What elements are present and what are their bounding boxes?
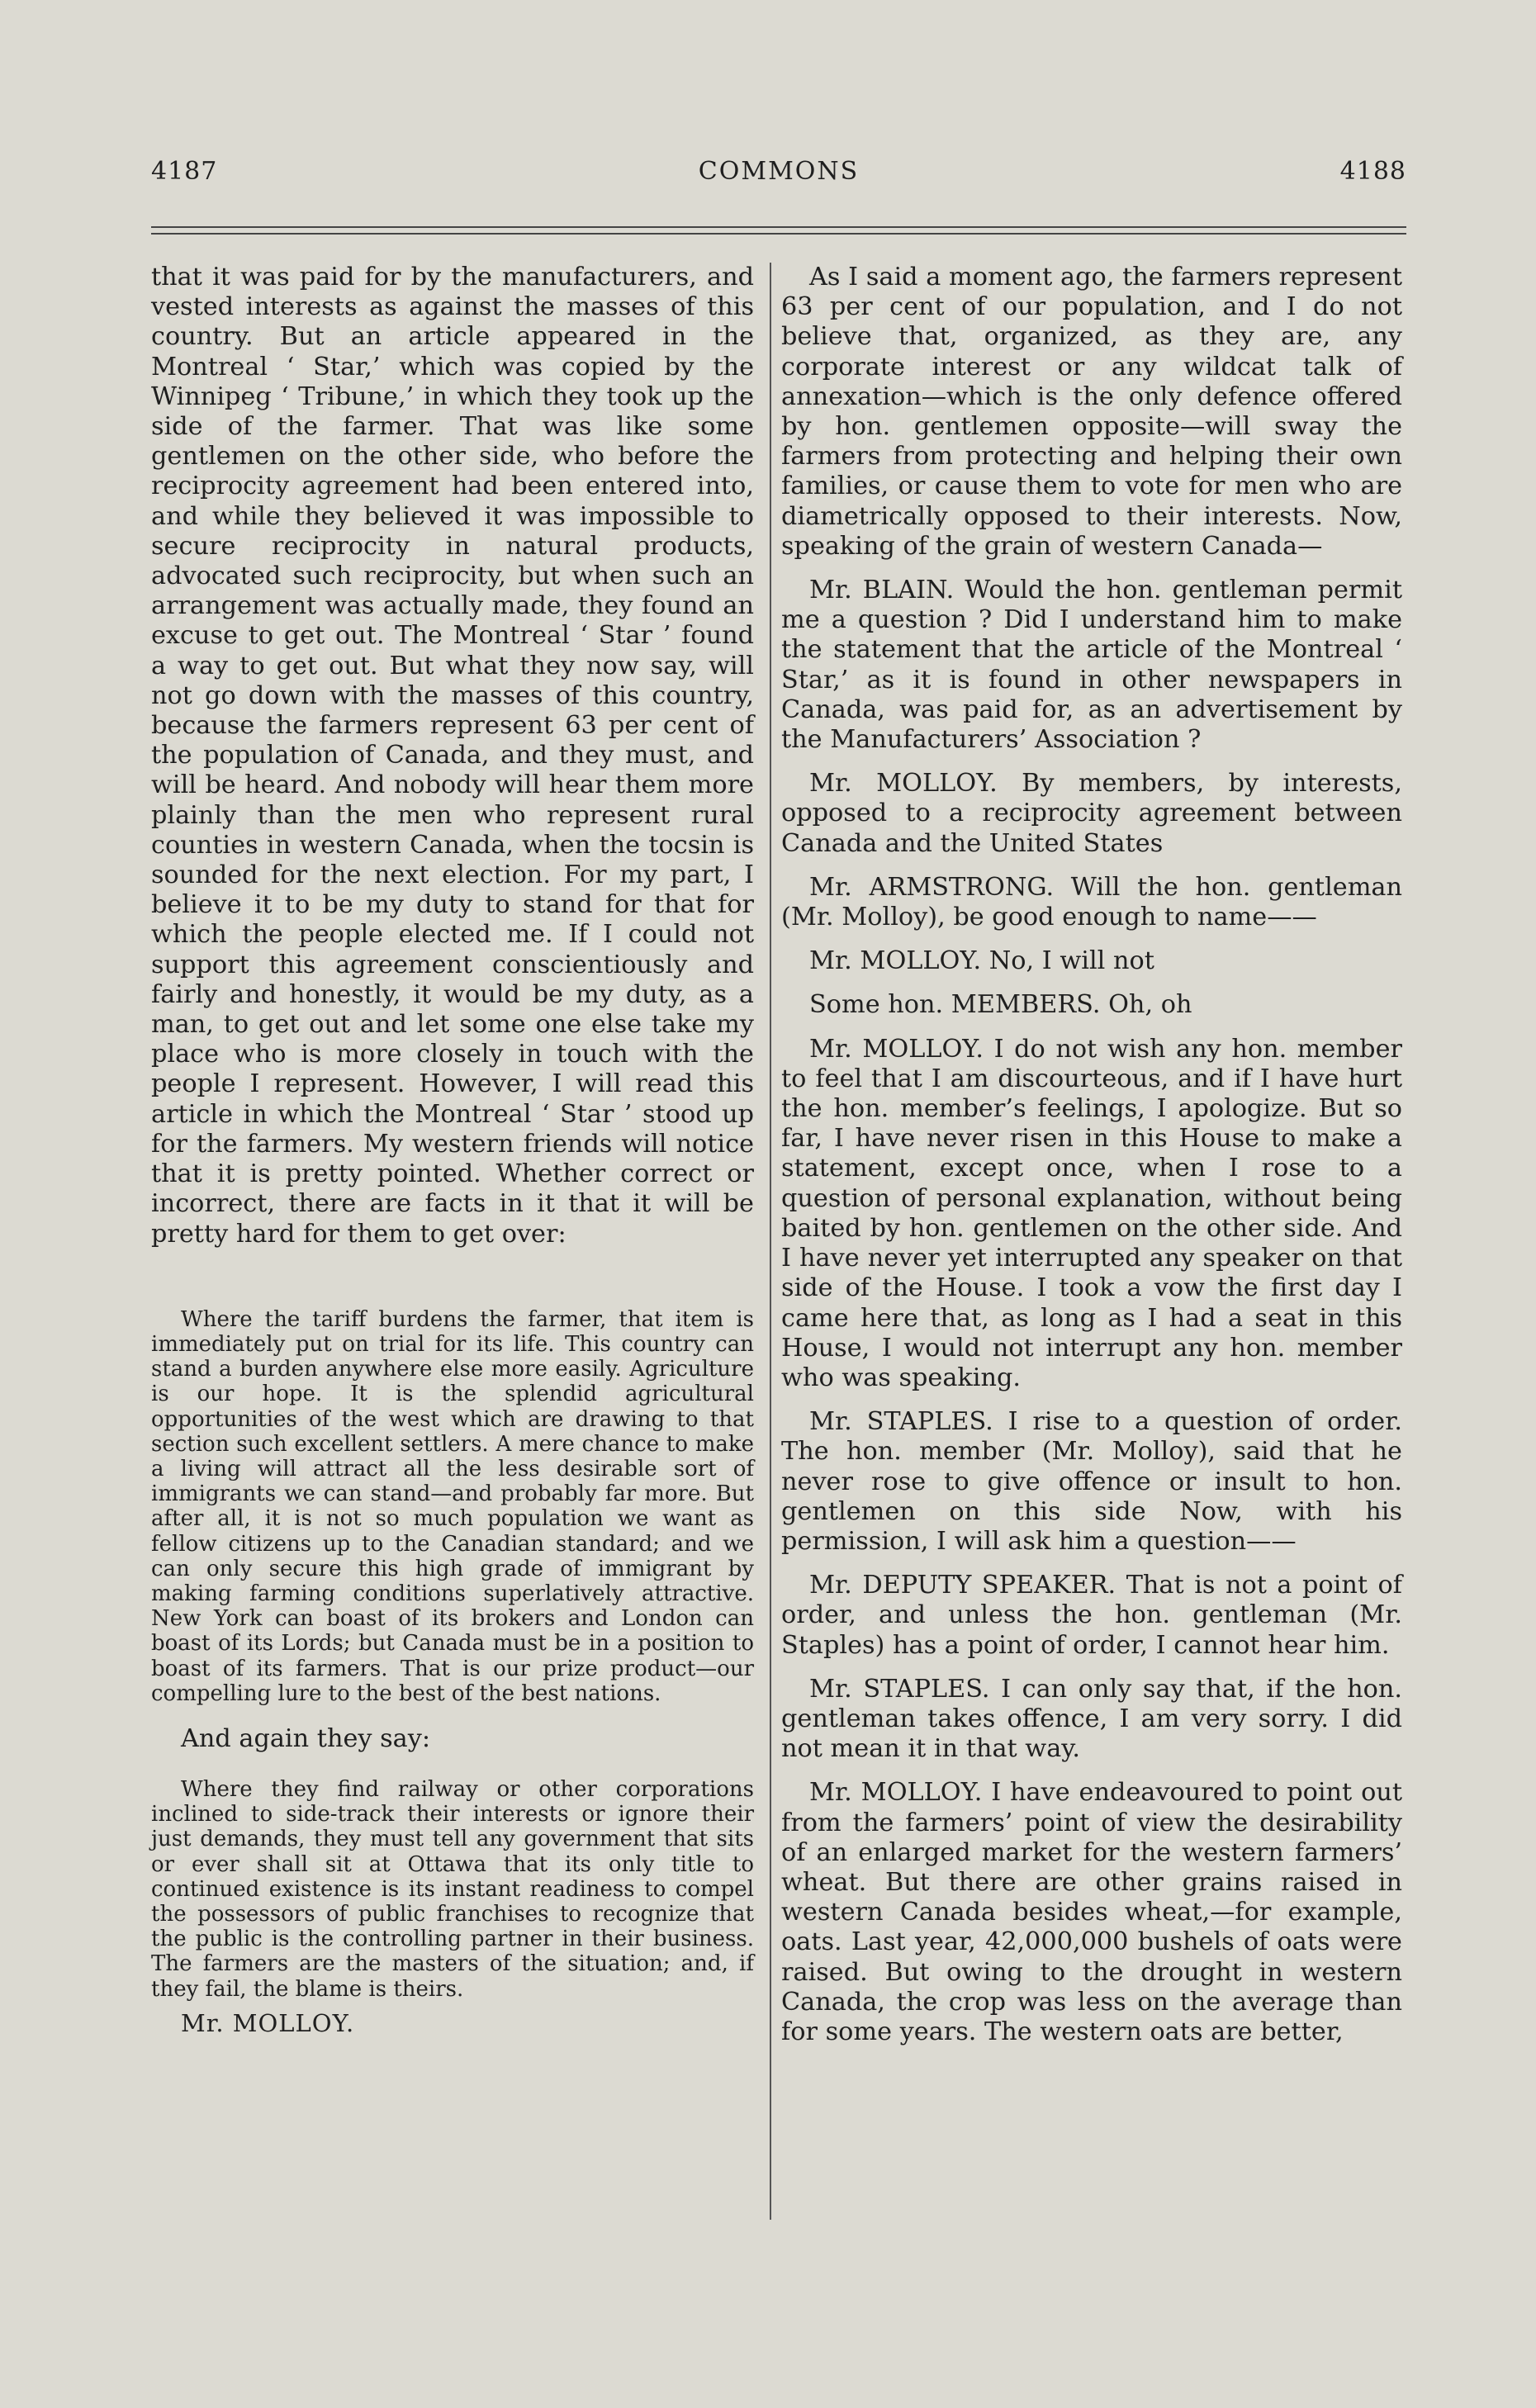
column-divider — [770, 263, 771, 2220]
paragraph: Mr. MOLLOY. I do not wish any hon. member to feel that I am discourteous, and if I have hurt the hon. member’s feelings, I apologize. But so far, I have never risen in this House to make a statement, except once, when I rose to a question of personal explanation, without being baited by hon. gentlemen on the other side. And I have never yet interrupted any speaker on that side of the House. I took a vow the first day I came here that, as long as I had a seat in this House, I would not interrupt any hon. member who was speaking. — [781, 1034, 1402, 1392]
paragraph: And again they say: — [181, 1723, 431, 1753]
paragraph: Mr. BLAIN. Would the hon. gentleman permit me a question ? Did I understand him to make the statement that the article of the Montreal ‘ Star,’ as it is found in other newspapers in Canada, was paid for, as an advertisement by the Manufacturers’ Association ? — [781, 576, 1402, 755]
quoted-article: Where they find railway or other corporations inclined to side-track their interests or ignore their just demands, they must tell any government that sits or ever shall sit at Ottawa that its only title to continued existence is its instant readiness to compel the possessors of public franchises to recognize that the public is the controlling partner in their business. The farmers are the masters of the situation; and, if they fail, the blame is theirs. — [151, 1776, 754, 2002]
paragraph: Mr. DEPUTY SPEAKER. That is not a point of order, and unless the hon. gentleman (Mr. Staples) has a point of order, I cannot hear him. — [781, 1571, 1402, 1660]
paragraph: that it was paid for by the manufacturers, and vested interests as against the masses of this country. But an article appeared in the Montreal ‘ Star,’ which was copied by the Winnipeg ‘ Tribune,’ in which they took up the side of the farmer. That was like some gentlemen on the other side, who before the reciprocity agreement had been entered into, and while they believed it was impossible to secure reciprocity in natural products, advocated such reciprocity, but when such an arrangement was actually made, they found an excuse to get out. The Montreal ‘ Star ’ found a way to get out. But what they now say, will not go down with the masses of this country, because the farmers represent 63 per cent of the population of Canada, and they must, and will be heard. And nobody will hear them more plainly than the men who represent rural counties in western Canada, when the tocsin is sounded for the next election. For my part, I believe it to be my duty to stand for that for which the people elected me. If I could not support this agreement conscientiously and fairly and honestly, it would be my duty, as a man, to get out and let some one else take my place who is more closely in touch with the people I represent. However, I will read this article in which the Montreal ‘ Star ’ stood up for the farmers. My western friends will notice that it is pretty pointed. Whether correct or incorrect, there are facts in it that it will be pretty hard for them to get over: — [151, 263, 754, 1249]
page-number-left: 4187 — [151, 157, 218, 186]
paragraph: Mr. STAPLES. I rise to a question of order. The hon. member (Mr. Molloy), said that he never rose to give offence or insult to hon. gentlemen on this side Now, with his permission, I will ask him a question—— — [781, 1407, 1402, 1556]
paragraph: Mr. ARMSTRONG. Will the hon. gentleman (Mr. Molloy), be good enough to name—— — [781, 872, 1402, 932]
paragraph: Mr. MOLLOY. By members, by interests, opposed to a reciprocity agreement between Canada and the United States — [781, 769, 1402, 858]
right-column — [781, 263, 1402, 2061]
quoted-article: Where the tariff burdens the farmer, that item is immediately put on trial for its life. This country can stand a burden anywhere else more easily. Agriculture is our hope. It is the splendid agricultural opportunities of the west which are drawing to that section such excellent settlers. A mere chance to make a living will attract all the less desirable sort of immigrants we can stand—and probably far more. But after all, it is not so much population we want as fellow citizens up to the Canadian standard; and we can only secure this high grade of immigrant by making farming conditions superlatively attractive. New York can boast of its brokers and London can boast of its Lords; but Canada must be in a position to boast of its farmers. That is our prize product—our compelling lure to the best of the best nations. — [151, 1306, 754, 1706]
page-title: COMMONS — [698, 157, 860, 186]
paragraph: As I said a moment ago, the farmers represent 63 per cent of our population, and I do not believe that, organized, as they are, any corporate interest or any wildcat talk of annexation—which is the only defence offered by hon. gentlemen opposite—will sway the farmers from protecting and helping their own families, or cause them to vote for men who are diametrically opposed to their interests. Now, speaking of the grain of western Canada— — [781, 263, 1402, 561]
paragraph: Mr. MOLLOY. I have endeavoured to point out from the farmers’ point of view the desirability of an enlarged market for the western farmers’ wheat. But there are other grains raised in western Canada besides wheat,—for example, oats. Last year, 42,000,000 bushels of oats were raised. But owing to the drought in western Canada, the crop was less on the average than for some years. The western oats are better, — [781, 1778, 1402, 2046]
speaker-label: Mr. MOLLOY. — [181, 2008, 355, 2037]
paragraph: Mr. STAPLES. I can only say that, if the hon. gentleman takes offence, I am very sorry. I did not mean it in that way. — [781, 1674, 1402, 1764]
page-header — [151, 157, 1406, 190]
header-rule — [151, 226, 1406, 235]
left-column — [151, 263, 754, 2038]
paragraph: Some hon. MEMBERS. Oh, oh — [809, 990, 1192, 1020]
paragraph: Mr. MOLLOY. No, I will not — [809, 946, 1154, 976]
page-number-right: 4188 — [1339, 157, 1406, 186]
